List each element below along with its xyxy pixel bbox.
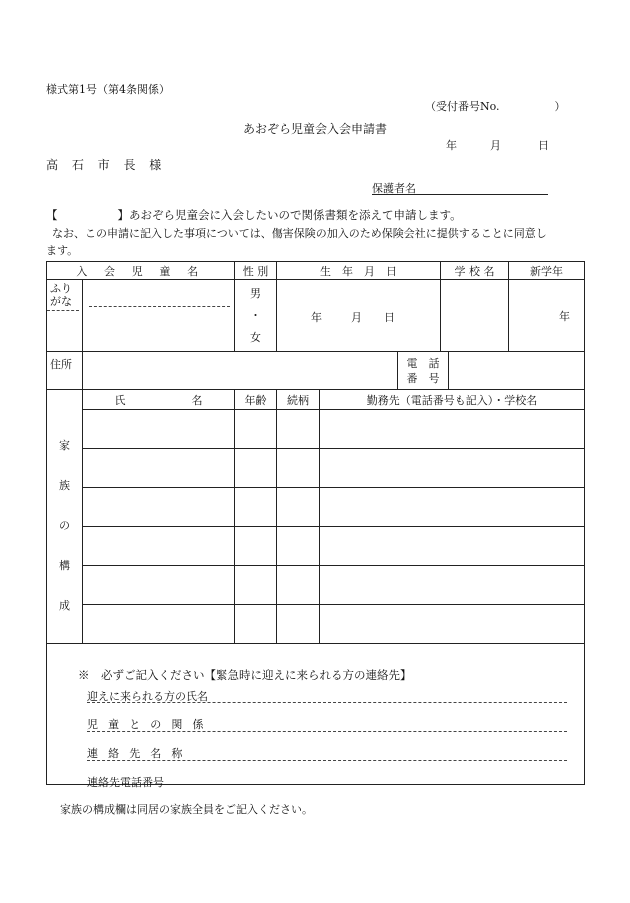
statement-text-1: あおぞら児童会に入会したいので関係書類を添えて申請します。 [129,208,462,222]
furigana-divider [89,306,230,307]
family-relation-field[interactable] [277,527,320,566]
furigana-label: ふり がな [47,280,79,311]
statement-line-2: なお、この申請に記入した事項については、傷害保険の加入のため保険会社に提供することに同意し [52,227,547,240]
family-row [47,410,585,449]
family-relation-field[interactable] [277,566,320,605]
receipt-number: （受付番号No. ） [425,100,566,113]
family-row [47,605,585,644]
address-label: 住所 [47,352,83,390]
phone-label-cell [398,352,449,390]
emergency-heading: ※ 必ずご記入ください【緊急時に迎えに来られる方の連絡先】 [78,668,412,682]
family-name-field[interactable] [83,566,235,605]
relation-label: 児 童 と の 関 係 [87,718,207,731]
family-side-char: の [59,519,70,532]
family-side-char: 族 [59,479,70,492]
grade-unit-label: 年 [559,309,571,323]
family-work-field[interactable] [320,527,585,566]
contact-phone-label: 連絡先電話番号 [87,776,164,789]
gender-dot: ・ [250,308,262,322]
family-side-char: 成 [59,599,70,612]
family-col-name: 氏 名 [83,390,235,410]
family-name-field[interactable] [83,449,235,488]
family-age-field[interactable] [235,527,277,566]
pickup-name-label: 迎えに来られる方の氏名 [87,690,208,703]
family-row [47,566,585,605]
address-field[interactable] [83,352,398,390]
grade-field[interactable] [509,280,585,352]
gender-male: 男 [250,286,262,300]
contact-name-label: 連 絡 先 名 称 [87,747,186,760]
family-row [47,449,585,488]
family-relation-field[interactable] [277,449,320,488]
family-header-row [47,390,585,410]
address-row [47,352,585,390]
family-relation-field[interactable] [277,410,320,449]
phone-label-1: 電 話 [406,356,440,370]
bracket-open: 【 [46,208,58,222]
emergency-contact-row [47,644,585,785]
statement-line-3: ます。 [46,244,79,257]
birth-year-label: 年 [311,311,323,324]
table-header-row [47,262,585,280]
application-table [46,261,585,785]
guardian-name-field[interactable] [372,180,548,195]
birth-day-label: 日 [384,311,396,324]
family-col-work: 勤務先（電話番号も記入）・学校名 [320,390,585,410]
family-row [47,488,585,527]
family-row [47,527,585,566]
page-title: あおぞら児童会入会申請書 [243,122,388,136]
school-name-field[interactable] [441,280,509,352]
header-grade: 新学年 [509,262,585,280]
header-child-name: 入 会 児 童 名 [47,262,235,280]
child-row [47,280,585,352]
family-work-field[interactable] [320,410,585,449]
family-work-field[interactable] [320,566,585,605]
family-side-label [47,390,83,644]
family-work-field[interactable] [320,605,585,644]
bracket-close: 】 [117,208,129,222]
family-side-char: 構 [59,559,70,572]
birth-date-field[interactable] [277,280,441,352]
family-relation-field[interactable] [277,488,320,527]
family-age-field[interactable] [235,605,277,644]
guardian-label: 保護者名 [372,182,416,195]
phone-field[interactable] [449,352,585,390]
family-relation-field[interactable] [277,605,320,644]
date-year-label: 年 [446,139,457,152]
family-age-field[interactable] [235,566,277,605]
emergency-contact-box [47,644,585,785]
header-birth: 生 年 月 日 [277,262,441,280]
relation-field[interactable] [87,731,567,732]
family-side-char: 家 [59,439,70,452]
birth-month-label: 月 [351,311,363,324]
gender-female: 女 [250,330,262,344]
family-work-field[interactable] [320,449,585,488]
addressee: 高 石 市 長 様 [46,158,162,172]
child-name-field[interactable] [83,280,235,352]
family-age-field[interactable] [235,488,277,527]
date-day-label: 日 [538,139,549,152]
gender-field[interactable] [235,280,277,352]
date-month-label: 月 [490,139,501,152]
family-name-field[interactable] [83,527,235,566]
footer-note: 家族の構成欄は同居の家族全員をご記入ください。 [60,803,313,816]
furigana-label-cell [47,280,83,352]
header-school: 学 校 名 [441,262,509,280]
phone-label-2: 番 号 [406,371,440,385]
form-number: 様式第1号（第4条関係） [46,83,170,96]
contact-name-field[interactable] [87,760,567,761]
family-name-field[interactable] [83,488,235,527]
family-name-field[interactable] [83,410,235,449]
family-col-age: 年齢 [235,390,277,410]
family-work-field[interactable] [320,488,585,527]
family-col-relation: 続柄 [277,390,320,410]
family-age-field[interactable] [235,410,277,449]
statement-line-1 [46,207,462,223]
pickup-name-field[interactable] [87,702,567,703]
family-age-field[interactable] [235,449,277,488]
header-gender: 性 別 [235,262,277,280]
family-name-field[interactable] [83,605,235,644]
